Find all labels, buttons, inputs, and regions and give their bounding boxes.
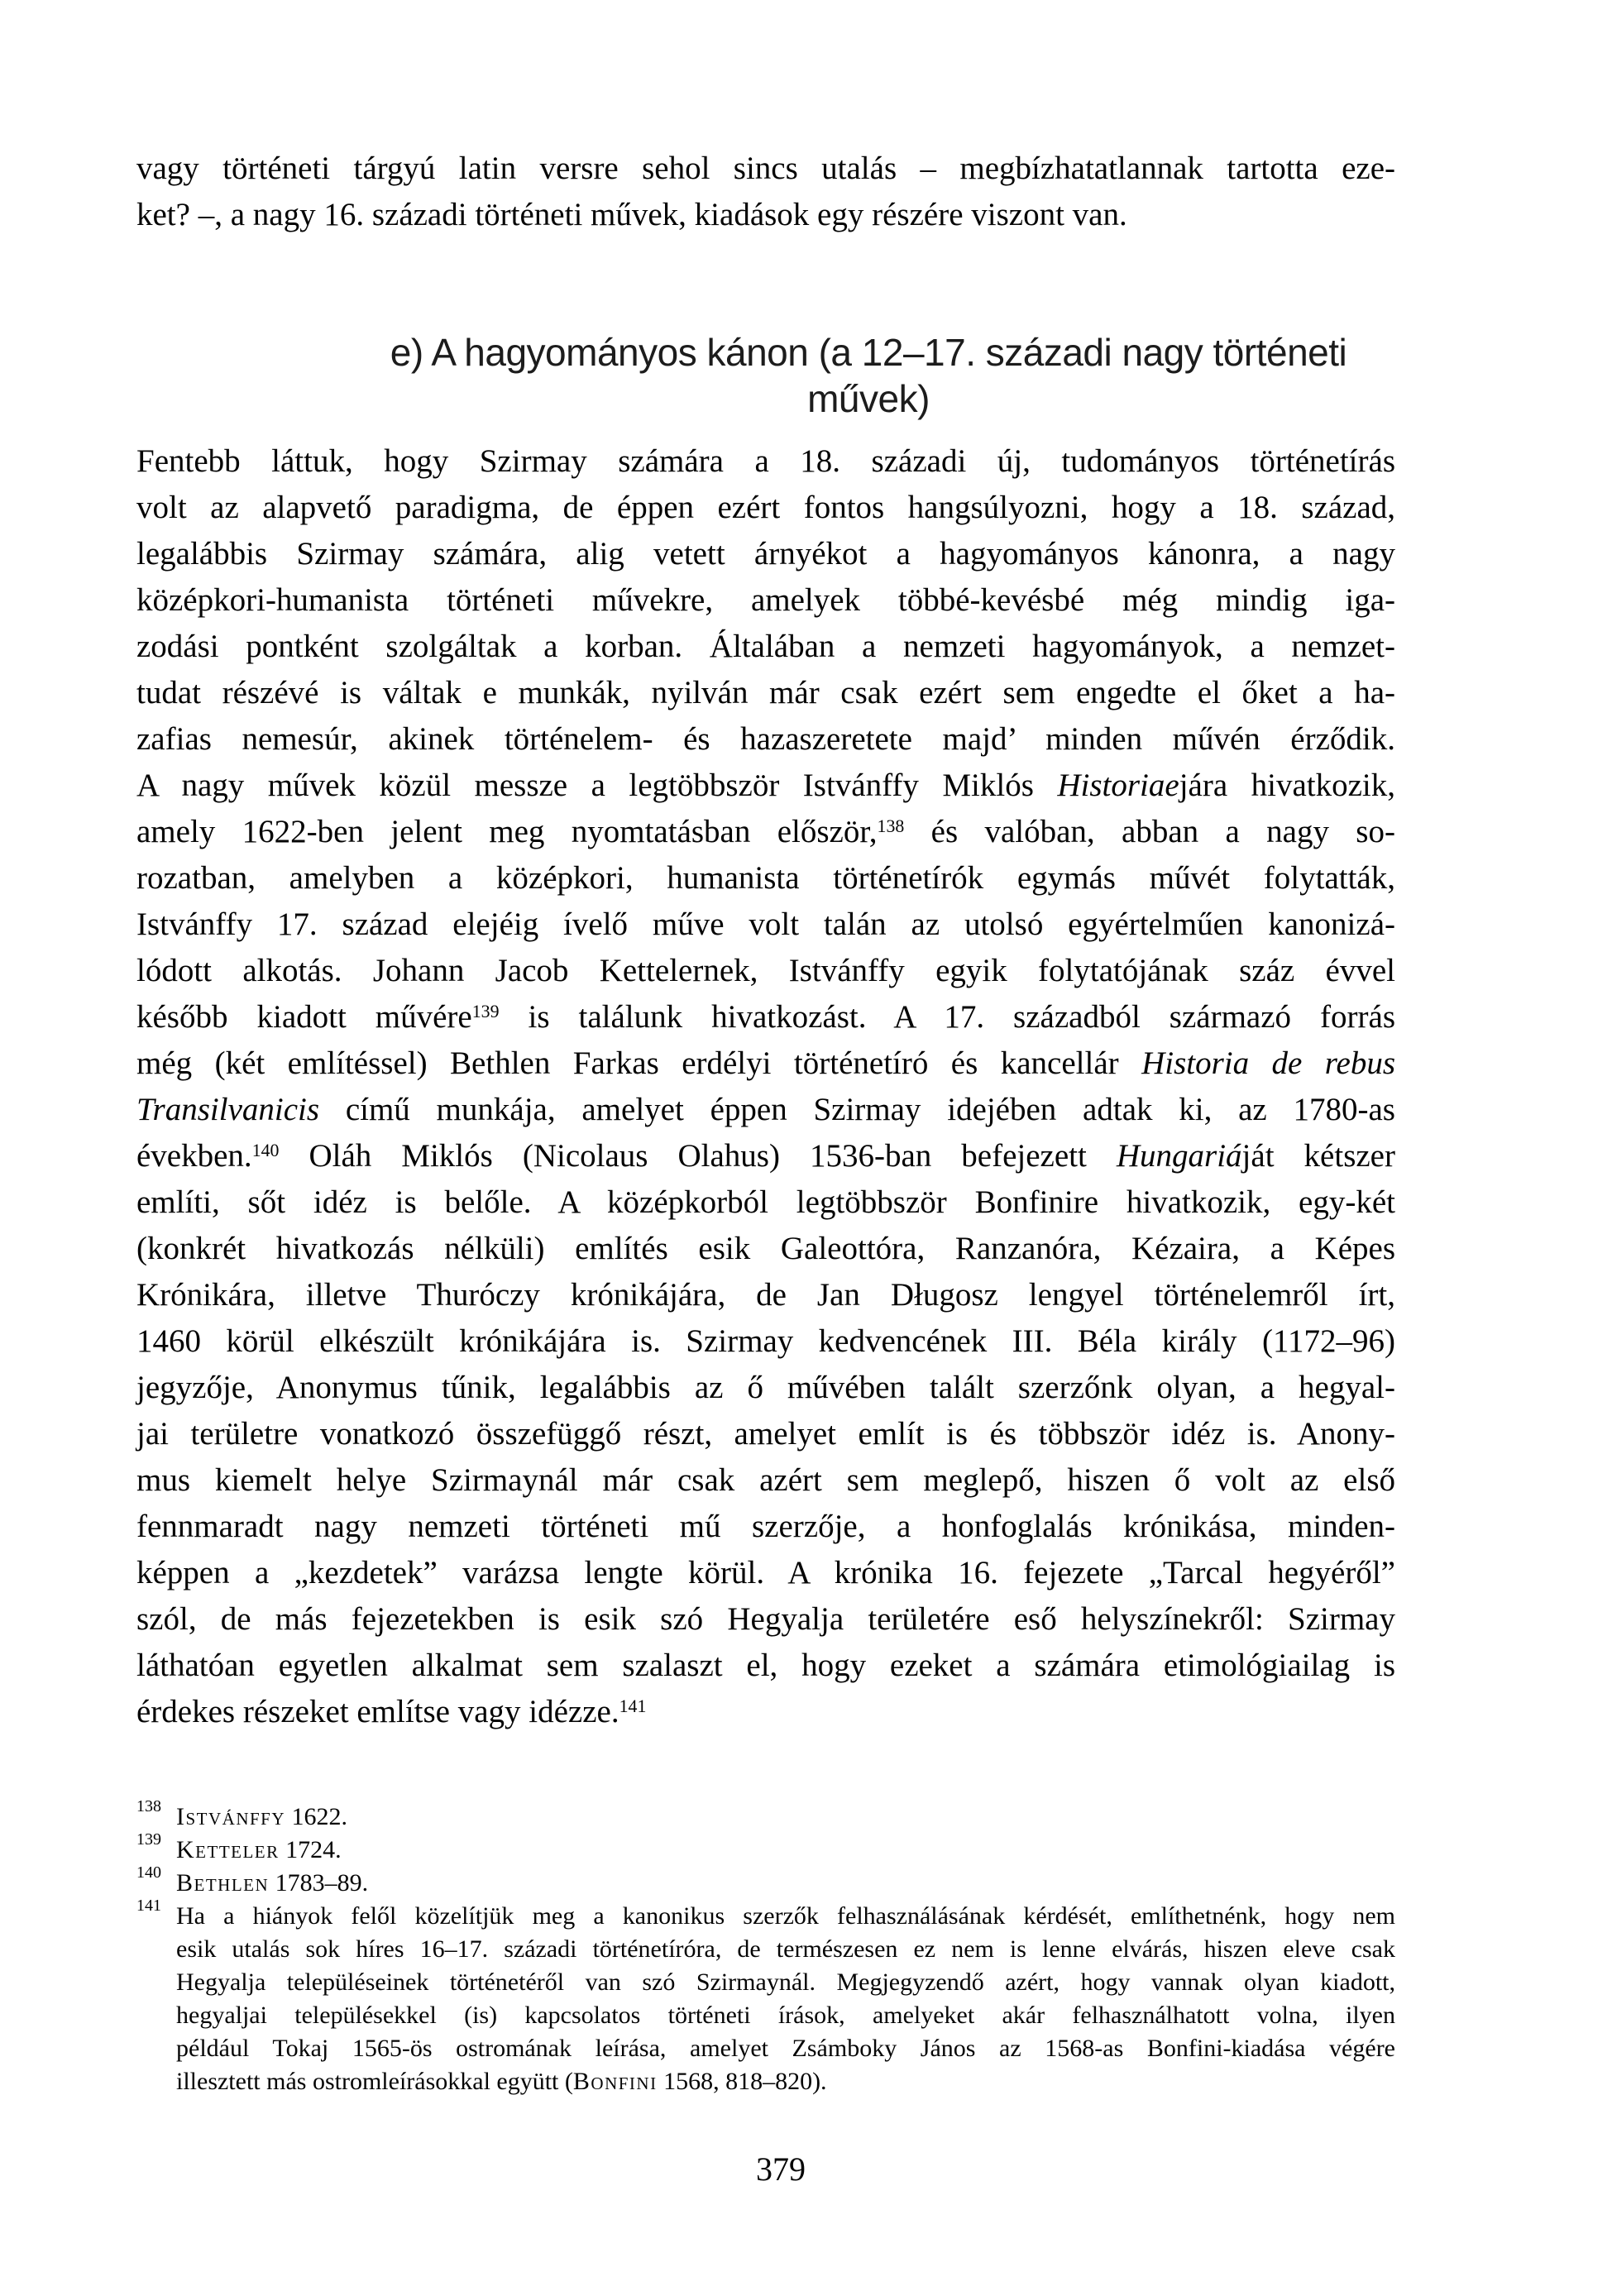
text-line: szól, de más fejezetekben is esik szó Hegyalja területére eső helyszínekről: Szirmay: [136, 1601, 1395, 1637]
text-line: amely 1622-ben jelent meg nyomtatásban először,$^{138}$ és valóban, abban a nagy so-: [136, 814, 1395, 849]
text-line: volt az alapvető paradigma, de éppen ezért fontos hangsúlyozni, hogy a 18. század,: [136, 490, 1395, 525]
footnote-text: [176, 1834, 1395, 1867]
text-line: 1460 körül elkészült krónikájára is. Szirmay kedvencének III. Béla király (1172–96): [136, 1323, 1395, 1359]
text-line: képpen a „kezdetek” varázsa lengte körül. A krónika 16. fejezete „Tarcal hegyéről”: [136, 1555, 1395, 1590]
body-paragraph: [136, 438, 1395, 1735]
text-line: rozatban, amelyben a középkori, humanista történetírók egymás művét folytatták,: [136, 860, 1395, 896]
text-line: vagy történeti tárgyú latin versre sehol sincs utalás – megbízhatatlannak tartotta eze-: [136, 151, 1395, 186]
text-line: jai területre vonatkozó összefüggő részt, amelyet említ is és többször idéz is. Anony-: [136, 1416, 1395, 1452]
footnotes: [136, 1797, 1395, 2098]
footnote-141: [136, 1897, 1395, 2098]
text-line: láthatóan egyetlen alkalmat sem szalaszt el, hogy ezeket a számára etimológiailag is: [136, 1648, 1395, 1683]
footnote-number: 140: [136, 1863, 161, 1882]
text-line: zafias nemesúr, akinek történelem- és hazaszeretete majd’ minden művén érződik.: [136, 721, 1395, 757]
text-line: zodási pontként szolgáltak a korban. Általában a nemzeti hagyományok, a nemzet-: [136, 629, 1395, 664]
text-line: említi, sőt idéz is belőle. A középkorból legtöbbször Bonfinire hivatkozik, egy-két: [136, 1184, 1395, 1220]
text-line: tudat részévé is váltak e munkák, nyilván már csak ezért sem engedte el őket a ha-: [136, 675, 1395, 710]
text-line: legalábbis Szirmay számára, alig vetett árnyékot a hagyományos kánonra, a nagy: [136, 536, 1395, 572]
footnote-138: [136, 1797, 1395, 1834]
text-line: Bethlen 1783–89.: [176, 1869, 369, 1897]
footnote-139: [136, 1830, 1395, 1867]
text-line: Krónikára, illetve Thuróczy krónikájára, de Jan Długosz lengyel történelemről írt,: [136, 1277, 1395, 1313]
text-line: érdekes részeket említse vagy idézze.$^{141}$: [136, 1694, 647, 1729]
footnote-text: [176, 1867, 1395, 1900]
text-line: Ketteler 1724.: [176, 1836, 342, 1863]
footnote-text: [176, 1801, 1395, 1834]
text-line: jegyzője, Anonymus tűnik, legalábbis az ő művében talált szerzőnk olyan, a hegyal-: [136, 1370, 1395, 1405]
text-line: Transilvanicis című munkája, amelyet éppen Szirmay idejében adtak ki, az 1780-as: [136, 1092, 1395, 1127]
text-line: ket? –, a nagy 16. századi történeti művek, kiadások egy részére viszont van.: [136, 197, 1127, 232]
text-line: Ha a hiányok felől közelítjük meg a kanonikus szerzők felhasználásának kérdését, említhetnénk, hogy nem: [176, 1902, 1395, 1930]
footnote-text: [176, 1900, 1395, 2098]
text-line: lódott alkotás. Johann Jacob Kettelernek, Istvánffy egyik folytatójának száz évvel: [136, 953, 1395, 988]
text-line: illesztett más ostromleírásokkal együtt (Bonfini 1568, 818–820).: [176, 2068, 827, 2095]
footnote-number: 141: [136, 1897, 161, 1915]
text-line: középkori-humanista történeti művekre, amelyek többé-kevésbé még mindig iga-: [136, 582, 1395, 618]
text-line: fennmaradt nagy nemzeti történeti mű szerzője, a honfoglalás krónikása, minden-: [136, 1509, 1395, 1544]
text-line: hegyaljai településekkel (is) kapcsolatos történeti írások, amelyeket akár felhasználhatott volna, ilyen: [176, 2002, 1395, 2029]
text-line: Istvánffy 1622.: [176, 1803, 348, 1830]
text-line: Hegyalja településeinek történetéről van szó Szirmaynál. Megjegyzendő azért, hogy vannak olyan kiadott,: [176, 1968, 1395, 1996]
text-line: Istvánffy 17. század elejéig ívelő műve volt talán az utolsó egyértelműen kanonizá-: [136, 906, 1395, 942]
intro-paragraph: [136, 146, 1395, 238]
text-line: (konkrét hivatkozás nélküli) említés esik Galeottóra, Ranzanóra, Kézaira, a Képes: [136, 1231, 1395, 1266]
section-heading: e) A hagyományos kánon (a 12–17. századi nagy történeti művek): [390, 331, 1347, 420]
text-line: például Tokaj 1565-ös ostromának leírása, amelyet Zsámboky János az 1568-as Bonfini-kiadása végére: [176, 2035, 1395, 2062]
text-line: Fentebb láttuk, hogy Szirmay számára a 18. századi új, tudományos történetírás: [136, 443, 1395, 479]
text-line: esik utalás sok híres 16–17. századi történetíróra, de természesen ez nem is lenne elvárás, hiszen eleve csak: [176, 1935, 1395, 1963]
text-line: még (két említéssel) Bethlen Farkas erdélyi történetíró és kancellár Historia de rebus: [136, 1045, 1395, 1081]
text-line: években.$^{140}$ Oláh Miklós (Nicolaus Olahus) 1536-ban befejezett Hungariáját kétszer: [136, 1138, 1395, 1174]
text-line: A nagy művek közül messze a legtöbbször Istvánffy Miklós Historiaejára hivatkozik,: [136, 768, 1395, 803]
page-number: 379: [756, 2150, 806, 2188]
footnote-number: 139: [136, 1830, 161, 1849]
footnote-140: [136, 1863, 1395, 1900]
text-line: mus kiemelt helye Szirmaynál már csak azért sem meglepő, hiszen ő volt az első: [136, 1462, 1395, 1498]
text-line: később kiadott művére$^{139}$ is találunk hivatkozást. A 17. századból származó forrás: [136, 999, 1395, 1035]
footnote-number: 138: [136, 1797, 161, 1815]
